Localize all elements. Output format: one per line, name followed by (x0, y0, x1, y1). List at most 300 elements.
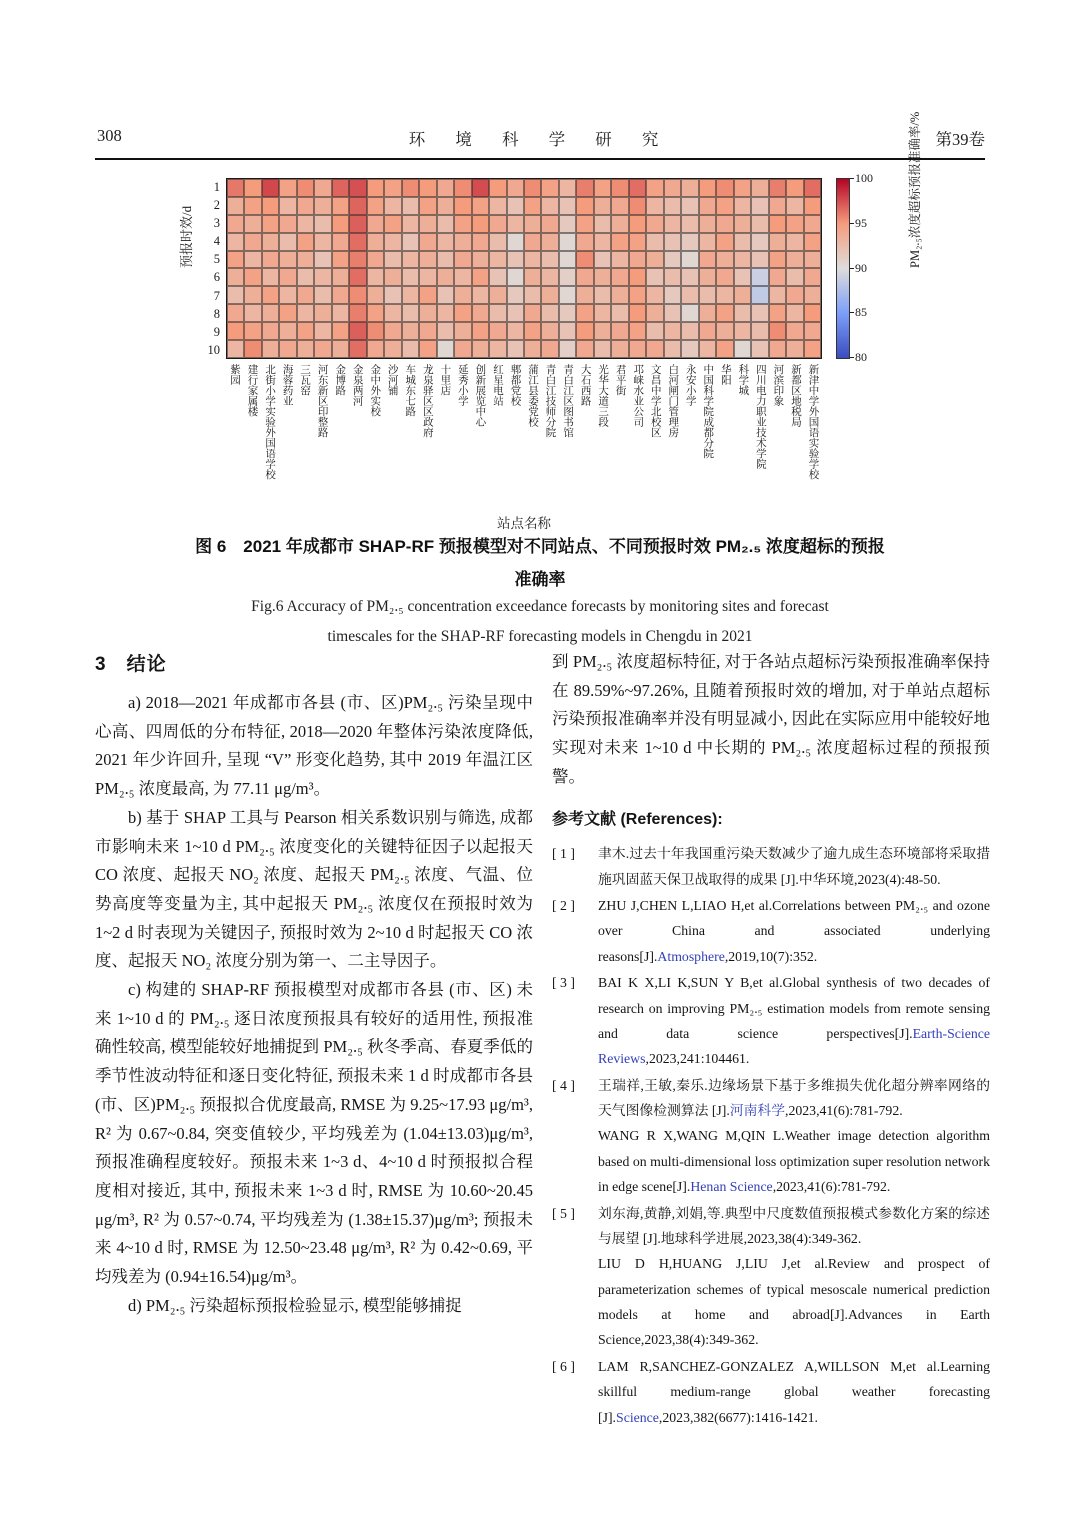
figure-caption-cn-line1: 图 6 2021 年成都市 SHAP-RF 预报模型对不同站点、不同预报时效 PM₂.₅ 浓度超标的预报 (195, 537, 885, 556)
heatmap-cell (559, 233, 576, 251)
heatmap-cell (804, 268, 821, 286)
site-label: 金中外实校 (369, 364, 382, 417)
heatmap-cell (332, 251, 349, 269)
reference-segment: 王瑞祥,王敏,秦乐.边缘场景下基于多维损失优化超分辨率网络的天气图像检测算法 [J]. (598, 1077, 990, 1119)
heatmap-cell (419, 322, 436, 340)
heatmap-cell (314, 340, 331, 358)
heatmap-cell (297, 286, 314, 304)
heatmap-cell (716, 340, 733, 358)
heatmap-cell (629, 304, 646, 322)
heatmap-cell (594, 179, 611, 197)
site-label: 青白江区图书馆 (562, 364, 575, 438)
heatmap-cell (314, 322, 331, 340)
journal-link[interactable]: Earth-Science Reviews (598, 1025, 990, 1067)
heatmap-cell (244, 233, 261, 251)
heatmap-cell (664, 286, 681, 304)
heatmap-cell (559, 322, 576, 340)
heatmap-cell (507, 286, 524, 304)
heatmap-cell (786, 268, 803, 286)
heatmap-cell (646, 197, 663, 215)
heatmap-cell (594, 251, 611, 269)
heatmap-cell (367, 197, 384, 215)
heatmap-cell (244, 251, 261, 269)
heatmap-cell (227, 251, 244, 269)
heatmap-cell (734, 340, 751, 358)
heatmap-cell (541, 179, 558, 197)
reference-text (598, 1073, 990, 1200)
heatmap-cell (314, 304, 331, 322)
heatmap-cell (489, 233, 506, 251)
heatmap-cell (524, 179, 541, 197)
reference-text (598, 1354, 990, 1430)
heatmap-cell (611, 197, 628, 215)
site-label: 海蓉药业 (281, 364, 294, 406)
site-label: 文昌中学北校区 (649, 364, 662, 438)
site-label: 北街小学实验外国语学校 (264, 364, 277, 480)
heatmap-cell (349, 286, 366, 304)
heatmap-cell (804, 251, 821, 269)
site-label: 新津中学外国语实验学校 (807, 364, 820, 480)
heatmap-cell (279, 179, 296, 197)
heatmap-cell (384, 340, 401, 358)
heatmap-cell (646, 304, 663, 322)
heatmap-cell (594, 233, 611, 251)
heatmap-cell (646, 251, 663, 269)
colorbar-tick-label: 90 (855, 260, 867, 275)
colorbar (836, 178, 850, 359)
heatmap-cell (559, 197, 576, 215)
reference-item (552, 893, 990, 969)
heatmap-cell (367, 322, 384, 340)
heatmap-cell (244, 286, 261, 304)
colorbar-tick-mark (850, 357, 854, 358)
heatmap-cell (786, 286, 803, 304)
heatmap-cell (297, 233, 314, 251)
heatmap-cell (507, 197, 524, 215)
heatmap-cell (699, 233, 716, 251)
heatmap-cell (734, 286, 751, 304)
heatmap-cell (489, 179, 506, 197)
heatmap-cell (769, 322, 786, 340)
heatmap-cell (454, 179, 471, 197)
colorbar-tick-label: 80 (855, 350, 867, 364)
heatmap-cell (367, 179, 384, 197)
heatmap-cell (367, 268, 384, 286)
heatmap-cell (786, 197, 803, 215)
heatmap-cell (594, 340, 611, 358)
reference-text (598, 841, 990, 892)
reference-text (598, 893, 990, 969)
heatmap-cell (262, 233, 279, 251)
heatmap-cell (437, 304, 454, 322)
heatmap-cell (646, 179, 663, 197)
heatmap-x-ticks (226, 364, 822, 514)
heatmap-cell (629, 233, 646, 251)
heatmap-cell (576, 179, 593, 197)
heatmap-cell (244, 340, 261, 358)
heatmap-cell (454, 251, 471, 269)
heatmap-cell (244, 215, 261, 233)
heatmap-cell (541, 197, 558, 215)
heatmap-cell (314, 197, 331, 215)
reference-item (552, 970, 990, 1072)
heatmap-cell (629, 322, 646, 340)
heatmap-cell (402, 179, 419, 197)
heatmap-cell (664, 268, 681, 286)
reference-item (552, 841, 990, 892)
right-column (552, 648, 990, 1431)
colorbar-tick-mark (850, 178, 854, 179)
heatmap-cell (629, 286, 646, 304)
heatmap-cell (227, 340, 244, 358)
heatmap-cell (699, 340, 716, 358)
site-label: 龙泉驿区区政府 (421, 364, 434, 438)
heatmap-y-tick-label: 6 (213, 270, 220, 285)
heatmap-cell (297, 304, 314, 322)
heatmap-cell (716, 268, 733, 286)
heatmap-cell (332, 197, 349, 215)
heatmap-cell (804, 179, 821, 197)
heatmap-cell (384, 268, 401, 286)
heatmap-cell (716, 233, 733, 251)
heatmap-cell (419, 286, 436, 304)
site-label: 新都区地税局 (789, 364, 802, 427)
heatmap-cell (244, 304, 261, 322)
colorbar-ticks (855, 171, 885, 364)
heatmap-cell (227, 233, 244, 251)
heatmap-cell (297, 322, 314, 340)
heatmap-cell (367, 215, 384, 233)
heatmap-cell (279, 215, 296, 233)
heatmap-cell (314, 286, 331, 304)
heatmap-cell (437, 251, 454, 269)
heatmap-cell (664, 304, 681, 322)
heatmap-cell (646, 340, 663, 358)
heatmap-cell (611, 268, 628, 286)
heatmap-cell (646, 215, 663, 233)
heatmap-cell (419, 268, 436, 286)
heatmap-cell (244, 268, 261, 286)
heatmap-cell (559, 251, 576, 269)
heatmap-cell (384, 197, 401, 215)
heatmap-cell (541, 322, 558, 340)
heatmap-cell (769, 268, 786, 286)
heatmap-cell (804, 197, 821, 215)
heatmap-cell (332, 304, 349, 322)
heatmap-cell (559, 215, 576, 233)
heatmap-cell (472, 268, 489, 286)
heatmap-cell (437, 268, 454, 286)
reference-segment: 聿木.过去十年我国重污染天数减少了逾九成生态环境部将采取措施巩固蓝天保卫战取得的成果 [J].中华环境,2023(4):48-50. (598, 846, 990, 887)
heatmap-cell (629, 340, 646, 358)
heatmap-cell (507, 322, 524, 340)
heatmap-cell (472, 286, 489, 304)
heatmap-y-tick-label: 1 (213, 180, 220, 194)
heatmap-cell (244, 197, 261, 215)
heatmap-cell (349, 251, 366, 269)
colorbar-tick-mark (850, 312, 854, 313)
heatmap-cell (751, 304, 768, 322)
heatmap-cell (384, 286, 401, 304)
heatmap-cell (507, 340, 524, 358)
colorbar-tick-label: 85 (855, 305, 867, 320)
site-label: 光华大道三段 (597, 364, 610, 427)
heatmap-cell (314, 179, 331, 197)
heatmap-cell (332, 268, 349, 286)
heatmap-cell (262, 251, 279, 269)
heatmap-cell (524, 233, 541, 251)
figure-caption-cn-line2: 准确率 (514, 570, 566, 589)
heatmap-cell (541, 268, 558, 286)
heatmap-cell (769, 179, 786, 197)
heatmap-cell (524, 340, 541, 358)
heatmap-cell (699, 286, 716, 304)
heatmap-cell (594, 286, 611, 304)
heatmap-cell (769, 215, 786, 233)
conclusion-paragraph-a: a) 2018—2021 年成都市各县 (市、区)PM₂.₅ 污染呈现中心高、四周低的分布特征, 2018—2020 年整体污染浓度降低, 2021 年少许回升, 呈现 “V” 形变化趋势, 其中 2019 年温江区 PM₂.₅ 浓度最高, 为 77.11 μg/m³。 (95, 693, 533, 799)
reference-item (552, 1354, 990, 1430)
site-label: 车城东七路 (404, 364, 417, 417)
reference-text (598, 970, 990, 1072)
heatmap-cell (472, 233, 489, 251)
heatmap-y-tick-label: 9 (213, 324, 220, 339)
heatmap-cell (716, 286, 733, 304)
heatmap-cell (524, 215, 541, 233)
heatmap-cell (576, 251, 593, 269)
heatmap-cell (664, 197, 681, 215)
heatmap-cell (559, 286, 576, 304)
heatmap-cell (594, 197, 611, 215)
heatmap-cell (594, 215, 611, 233)
heatmap-cell (262, 340, 279, 358)
volume-label: 第39卷 (935, 130, 985, 149)
heatmap-cell (419, 215, 436, 233)
heatmap-cell (402, 304, 419, 322)
reference-segment: LAM R,SANCHEZ-GONZALEZ A,WILLSON M,et al.Learning skillful medium-range global weather forecasting [J]. (598, 1358, 990, 1425)
heatmap-cell (419, 179, 436, 197)
heatmap-cell (279, 268, 296, 286)
reference-segment: ,2023,41(6):781-792. (772, 1179, 891, 1195)
heatmap-cell (769, 286, 786, 304)
reference-segment: BAI K X,LI K,SUN Y B,et al.Global synthesis of two decades of research on improving PM₂.₅ estimation models from remote sensing and data science perspectives[J]. (598, 975, 990, 1041)
heatmap-cell (769, 197, 786, 215)
heatmap-cell (297, 268, 314, 286)
heatmap-cell (751, 286, 768, 304)
heatmap-cell (349, 215, 366, 233)
heatmap-cell (279, 197, 296, 215)
heatmap-cell (419, 340, 436, 358)
heatmap-y-tick-label: 4 (213, 234, 220, 249)
heatmap-cell (541, 233, 558, 251)
site-label: 三瓦窑 (299, 364, 312, 396)
heatmap-cell (611, 322, 628, 340)
heatmap-cell (279, 340, 296, 358)
site-label: 四川电力职业技术学院 (754, 364, 767, 469)
journal-link[interactable]: 河南科学 (729, 1103, 786, 1119)
heatmap-cell (507, 251, 524, 269)
journal-link[interactable]: Henan Science (690, 1179, 773, 1195)
colorbar-tick-label: 95 (855, 215, 867, 230)
heatmap-cell (716, 322, 733, 340)
heatmap-cell (681, 340, 698, 358)
heatmap-cell (611, 304, 628, 322)
heatmap-cell (454, 304, 471, 322)
heatmap-cell (227, 304, 244, 322)
site-label: 科学城 (737, 364, 750, 396)
heatmap-cell (646, 322, 663, 340)
journal-link[interactable]: Science (616, 1409, 659, 1425)
colorbar-tick-mark (850, 223, 854, 224)
site-label: 建行家属楼 (246, 364, 259, 417)
heatmap-cell (751, 268, 768, 286)
site-label: 紫园 (229, 364, 241, 385)
heatmap-cell (786, 215, 803, 233)
site-label: 金泉两河 (351, 364, 364, 406)
heatmap-cell (332, 233, 349, 251)
site-label: 金博路 (334, 364, 347, 396)
site-label: 白河闸门管理房 (667, 364, 680, 438)
heatmap-cell (297, 179, 314, 197)
heatmap-cell (262, 179, 279, 197)
heatmap-cell (664, 179, 681, 197)
heatmap-cell (402, 268, 419, 286)
site-label: 青白江技师分院 (544, 364, 557, 438)
heatmap-cell (804, 340, 821, 358)
heatmap-cell (629, 268, 646, 286)
reference-number: [ 5 ] (552, 1205, 575, 1221)
reference-number: [ 3 ] (552, 975, 575, 991)
heatmap-cell (751, 197, 768, 215)
reference-segment: LIU D H,HUANG J,LIU J,et al.Review and prospect of parameterization schemes of typical mesoscale numerical prediction models at home and abroad[J].Advances in Earth Science,2023,38(4):349-362. (598, 1256, 990, 1348)
heatmap-cell (576, 340, 593, 358)
heatmap-cell (402, 286, 419, 304)
site-label: 延秀小学 (456, 364, 469, 406)
heatmap-cell (454, 322, 471, 340)
heatmap-cell (681, 251, 698, 269)
heatmap-cell (699, 322, 716, 340)
heatmap-cell (297, 197, 314, 215)
heatmap-cell (454, 215, 471, 233)
heatmap-cell (507, 268, 524, 286)
heatmap-cell (769, 251, 786, 269)
heatmap-cell (472, 197, 489, 215)
heatmap-cell (244, 322, 261, 340)
heatmap-cell (472, 304, 489, 322)
heatmap-cell (297, 340, 314, 358)
heatmap-cell (576, 322, 593, 340)
heatmap-cell (279, 322, 296, 340)
heatmap-cell (734, 179, 751, 197)
heatmap-cell (716, 251, 733, 269)
heatmap-cell (314, 215, 331, 233)
heatmap-cell (559, 179, 576, 197)
heatmap-cell (314, 251, 331, 269)
heatmap-cell (594, 304, 611, 322)
heatmap-cell (734, 251, 751, 269)
heatmap-cell (472, 340, 489, 358)
heatmap-cell (384, 215, 401, 233)
reference-segment: ,2019,10(7):352. (724, 948, 818, 964)
heatmap-cell (349, 340, 366, 358)
heatmap-cell (437, 215, 454, 233)
heatmap-cell (524, 268, 541, 286)
heatmap-cell (524, 322, 541, 340)
heatmap-cell (402, 251, 419, 269)
heatmap-cell (716, 215, 733, 233)
heatmap-cell (751, 251, 768, 269)
heatmap-cell (734, 197, 751, 215)
site-label: 红星电站 (491, 364, 504, 406)
heatmap-cell (541, 215, 558, 233)
heatmap-cell (646, 233, 663, 251)
section-heading: 3 结论 (95, 654, 167, 675)
heatmap-cell (594, 322, 611, 340)
heatmap-cell (751, 179, 768, 197)
heatmap-grid (226, 178, 822, 359)
heatmap-cell (769, 304, 786, 322)
site-label: 永安小学 (684, 364, 697, 406)
heatmap-cell (332, 322, 349, 340)
heatmap-cell (751, 215, 768, 233)
site-label: 十里店 (439, 364, 452, 396)
heatmap-cell (681, 215, 698, 233)
heatmap-cell (384, 322, 401, 340)
heatmap-cell (227, 322, 244, 340)
heatmap-x-axis-label: 站点名称 (497, 516, 551, 531)
heatmap-cell (681, 268, 698, 286)
heatmap-cell (262, 286, 279, 304)
reference-item (552, 1073, 990, 1200)
heatmap-cell (646, 286, 663, 304)
journal-title: 环 境 科 学 研 究 (408, 130, 672, 149)
figure-6: 预报时效/d 1 2 3 4 5 6 7 8 9 10 紫园 建行家属楼 北街小学实验外国语学校 海蓉药业 三瓦窑 河东新区印整路 金博路 金泉两河 金中外实校 沙河铺 车城东七路 龙泉驿区区政府 十里店 延秀小学 创新展览中心 红星电站 郫都党校 蒲江县委党校 青白江技师分院 青白江区图书馆 大石西路 光华大道三段 君平街 邛崃水业公司 文昌中学北校区 白河闸门管理房 永安小学 中国科学院成都分院 华阳 科学城 四川电力职业技术学院 河滨印象 新都区地税局 新津中学外国语实验学校 站点名称 100 95 90 85 80 PM₂.₅浓度超标预报准确率/% (179, 111, 922, 531)
heatmap-cell (384, 233, 401, 251)
heatmap-y-tick-label: 10 (207, 342, 220, 357)
site-label: 君平街 (614, 364, 627, 396)
heatmap-cell (611, 340, 628, 358)
heatmap-cell (576, 286, 593, 304)
heatmap-cell (804, 233, 821, 251)
heatmap-cell (367, 233, 384, 251)
heatmap-cell (437, 179, 454, 197)
heatmap-cell (349, 197, 366, 215)
heatmap-cell (279, 233, 296, 251)
heatmap-cell (804, 304, 821, 322)
heatmap-cell (367, 340, 384, 358)
conclusion-paragraph-c: c) 构建的 SHAP-RF 预报模型对成都市各县 (市、区) 未来 1~10 d 的 PM₂.₅ 逐日浓度预报具有较好的适用性, 预报准确性较高, 模型能较好地捕捉到 PM₂.₅ 秋冬季高、春夏季低的季节性波动特征和逐日变化特征, 预报未来 1 d 时成都市各县 (市、区)PM₂.₅ 预报拟合优度最高, RMSE 为 9.25~17.93 μg/m³, R² 为 0.67~0.84, 突变值较少, 平均残差为 (1.04±13.03)μg/m³, 预报准确程度较好。预报未来 1~3 d、4~10 d 时预报拟合程度相对接近, 其中, 预报未来 1~3 d 时, RMSE 为 10.60~20.45 μg/m³, R² 为 0.57~0.74, 平均残差为 (1.38±15.37)μg/m³; 预报未来 4~10 d 时, RMSE 为 12.50~23.48 μg/m³, R² 为 0.42~0.69, 平均残差为 (0.94±16.54)μg/m³。 (95, 980, 533, 1287)
heatmap-cell (681, 179, 698, 197)
heatmap-cell (454, 286, 471, 304)
references-heading: 参考文献 (References): (552, 810, 723, 828)
heatmap-cell (559, 340, 576, 358)
heatmap-cell (699, 268, 716, 286)
site-label: 河滨印象 (772, 364, 785, 406)
heatmap-cell (349, 268, 366, 286)
reference-number: [ 6 ] (552, 1358, 575, 1374)
heatmap-cell (384, 304, 401, 322)
heatmap-cell (472, 179, 489, 197)
heatmap-cell (454, 197, 471, 215)
heatmap-cell (437, 286, 454, 304)
journal-link[interactable]: Atmosphere (657, 948, 725, 964)
heatmap-cell (804, 322, 821, 340)
heatmap-cell (646, 268, 663, 286)
heatmap-cell (332, 215, 349, 233)
heatmap-cell (734, 304, 751, 322)
heatmap-cell (681, 197, 698, 215)
heatmap-cell (716, 197, 733, 215)
heatmap-cell (734, 233, 751, 251)
